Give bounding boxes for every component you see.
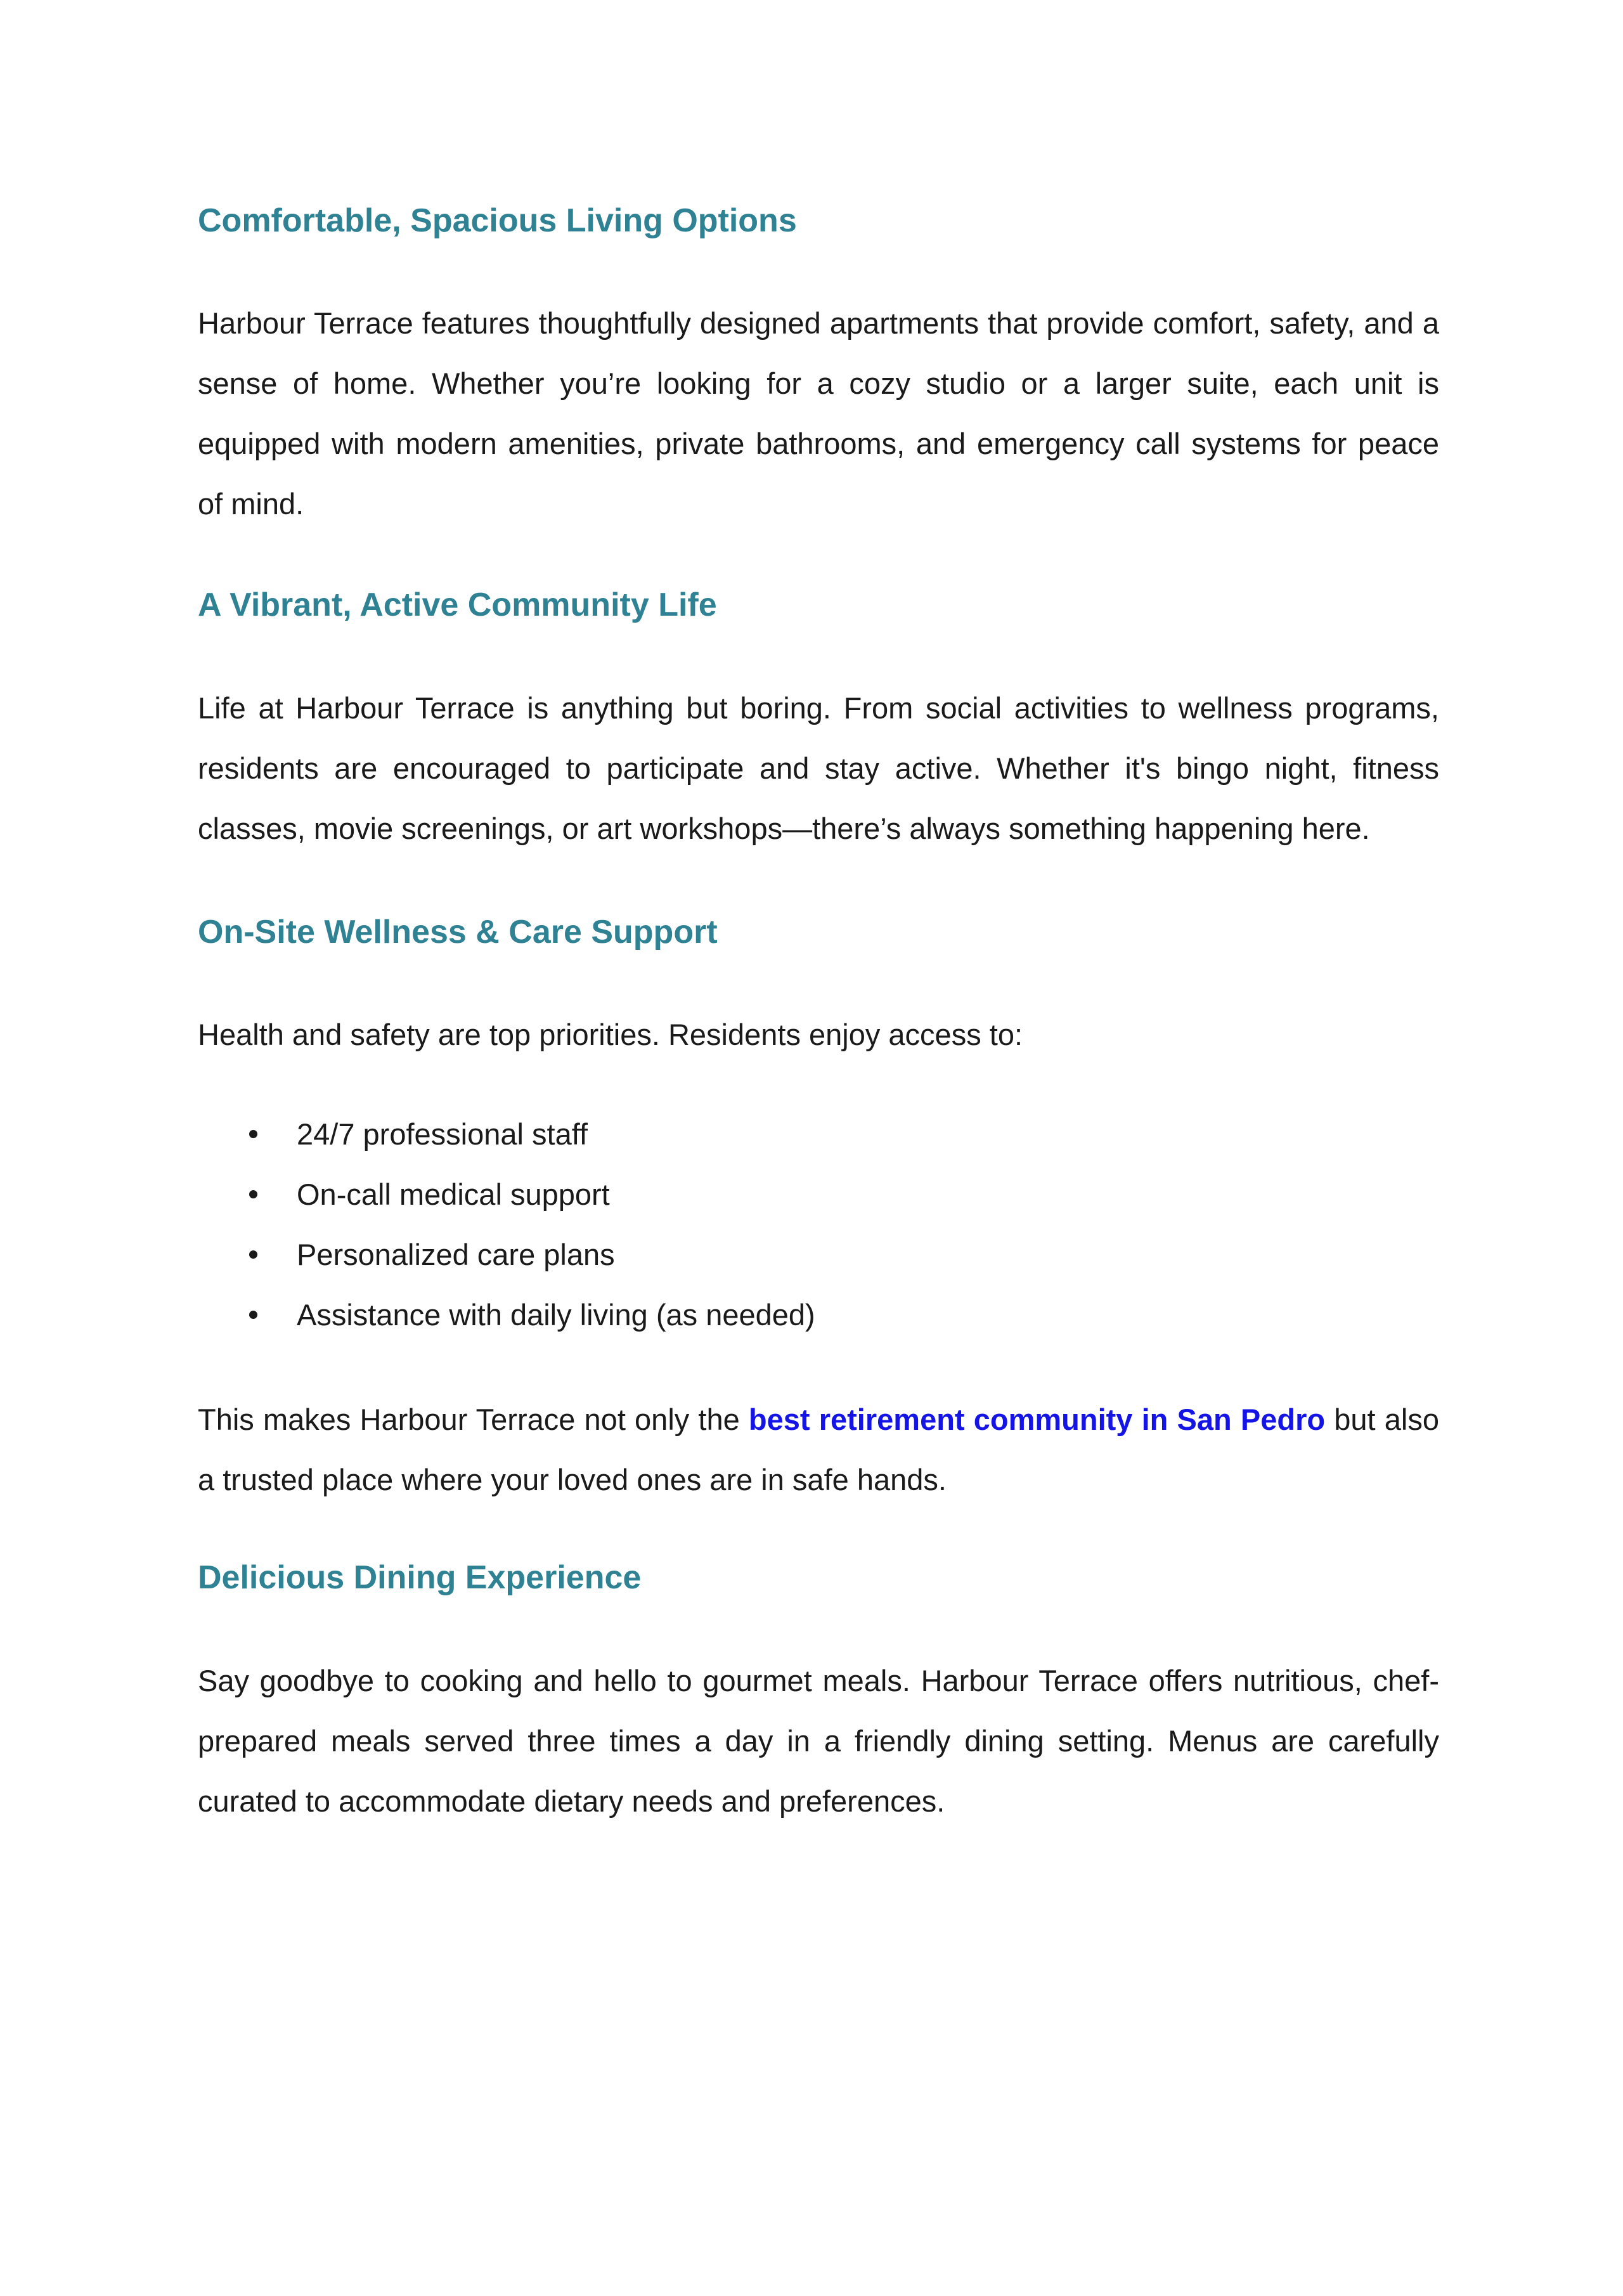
best-retirement-community-link[interactable]: best retirement community in San Pedro [748, 1403, 1326, 1436]
living-options-paragraph: Harbour Terrace features thoughtfully designed apartments that provide comfort, safety, and a sense of home. Whether you’re looking for a cozy studio or a larger suite, each unit is equipped with modern amenities, private bathrooms, and emergency call systems for peace of mind. [198, 306, 1439, 521]
bullet-item [198, 1104, 1439, 1164]
community-life-paragraph: Life at Harbour Terrace is anything but boring. From social activities to wellness programs, residents are encouraged to participate and stay active. Whether it's bingo night, fitness classes, movie screenings, or art workshops—there’s always something happening here. [198, 691, 1439, 845]
section-heading-wellness-care: On-Site Wellness & Care Support [198, 914, 718, 950]
bullet-item [198, 1164, 1439, 1224]
bullet-dot-icon [249, 1311, 257, 1319]
bullet-dot-icon [249, 1130, 257, 1138]
wellness-intro-paragraph: Health and safety are top priorities. Residents enjoy access to: [198, 1018, 1023, 1051]
bullet-item-text: Assistance with daily living (as needed) [297, 1298, 815, 1332]
bullet-item [198, 1285, 1439, 1345]
bullet-dot-icon [249, 1190, 257, 1198]
closing-text-before-link: This makes Harbour Terrace not only the [198, 1403, 749, 1436]
wellness-closing-paragraph [198, 1389, 1439, 1510]
bullet-item-text: Personalized care plans [297, 1238, 615, 1271]
bullet-item [198, 1224, 1439, 1285]
bullet-item-text: On-call medical support [297, 1177, 610, 1211]
closing-text-after-link: but also a trusted place where your loved ones are in safe hands. [198, 1403, 1439, 1496]
bullet-dot-icon [249, 1250, 257, 1259]
section-heading-living-options: Comfortable, Spacious Living Options [198, 202, 797, 239]
dining-paragraph: Say goodbye to cooking and hello to gourmet meals. Harbour Terrace offers nutritious, chef-prepared meals served three times a day in a friendly dining setting. Menus are carefully curated to accommodate dietary needs and preferences. [198, 1664, 1439, 1818]
section-heading-community-life: A Vibrant, Active Community Life [198, 587, 717, 623]
document-page [198, 0, 1439, 2296]
bullet-item-text: 24/7 professional staff [297, 1117, 588, 1151]
section-heading-dining: Delicious Dining Experience [198, 1559, 642, 1596]
wellness-bullet-list [198, 1104, 1439, 1345]
